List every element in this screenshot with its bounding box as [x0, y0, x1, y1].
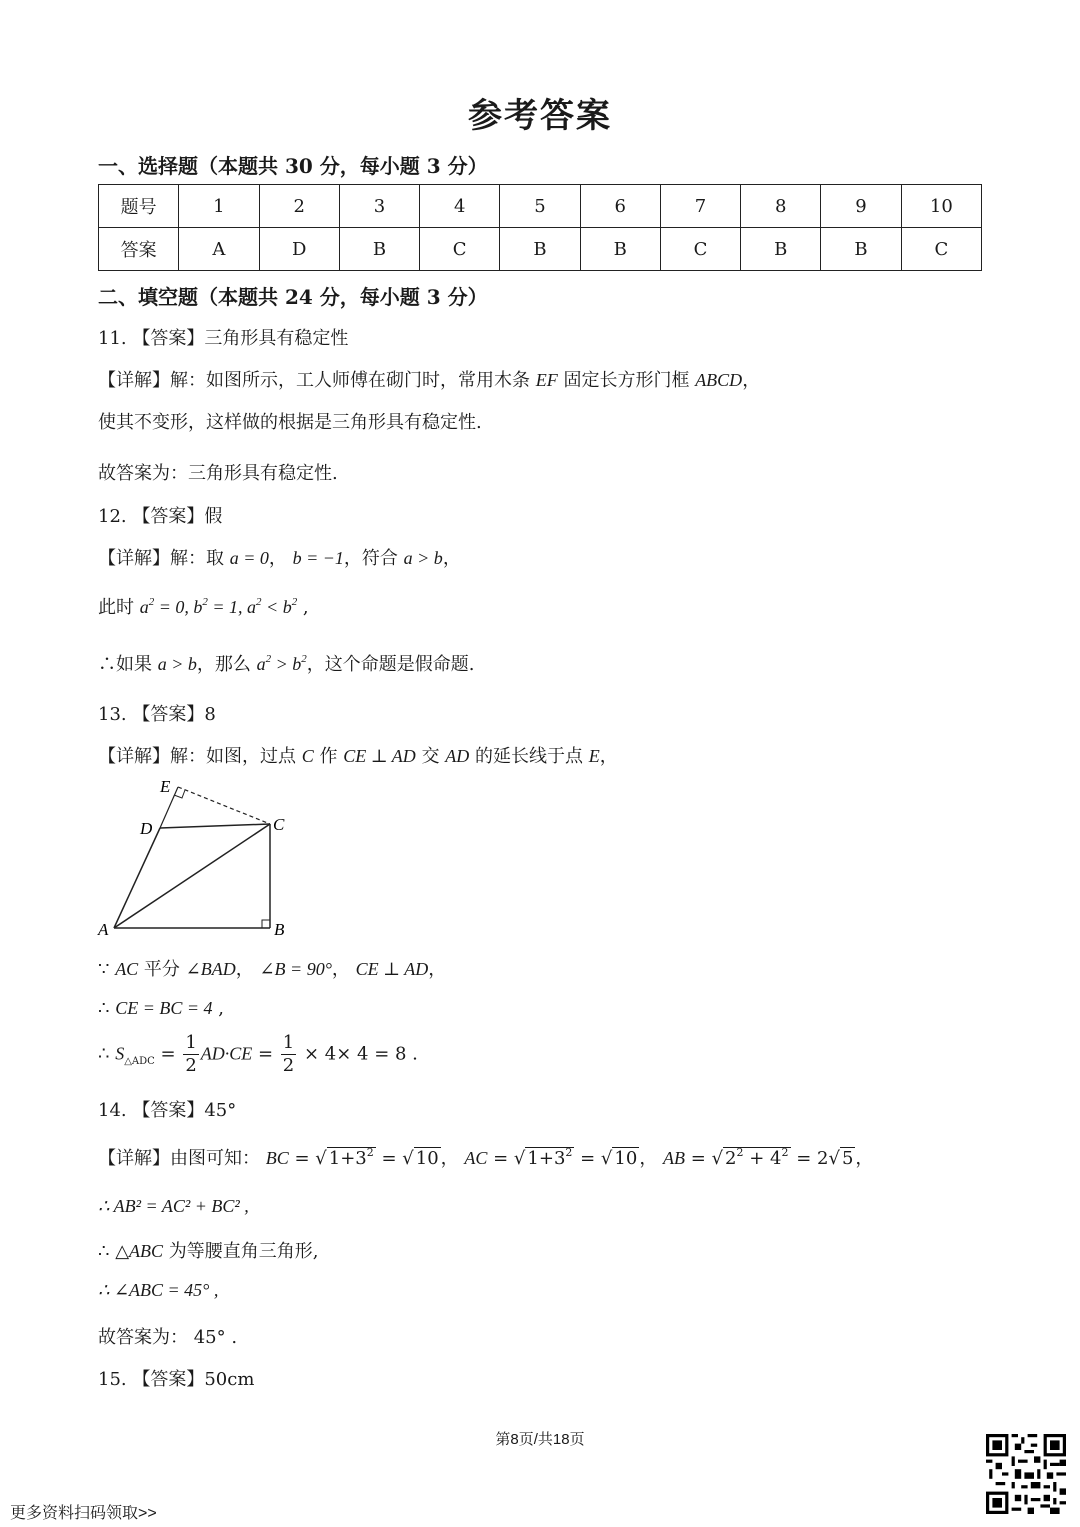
q13-s: S	[115, 1043, 125, 1064]
q13-because-mid: 平分	[138, 959, 186, 980]
qr-code-icon[interactable]	[986, 1434, 1066, 1514]
answer-cell: C	[660, 228, 740, 271]
q13-mid3: 的延长线于点	[469, 746, 589, 767]
question-number: 1	[179, 185, 259, 228]
question-number: 3	[339, 185, 419, 228]
q13-adce: AD·CE	[200, 1043, 253, 1064]
question-number: 10	[901, 185, 981, 228]
q14-line2: ∴ AB² = AC² + BC² ,	[98, 1196, 249, 1216]
q13-because-bad: ∠BAD	[185, 959, 236, 979]
fig-label-c: C	[273, 815, 285, 834]
q12-sep: ，	[268, 548, 293, 569]
q14-l3-tri: △ABC	[115, 1241, 164, 1261]
answer-cell: B	[821, 228, 901, 271]
q13-mid1: 作	[313, 746, 344, 767]
q12-agtb: a > b	[403, 548, 443, 568]
q13-therefore-sym: ∴	[98, 998, 116, 1019]
page-title: 参考答案	[468, 96, 612, 136]
q11-ef: EF	[535, 370, 558, 390]
q14-sqrt10: 10	[415, 1148, 439, 1169]
question-number: 7	[660, 185, 740, 228]
answer-cell: A	[179, 228, 259, 271]
answer-cell: B	[339, 228, 419, 271]
fig-label-d: D	[140, 819, 153, 838]
q13-therefore1: ∴ CE = BC = 4 ,	[98, 998, 224, 1019]
answer-cell: C	[901, 228, 981, 271]
q12-b: b = −1	[292, 548, 344, 568]
q14-rad3: + 4	[749, 1148, 782, 1169]
q14-line4: ∴ ∠ABC = 45° ,	[98, 1280, 219, 1300]
frac-den: 2	[185, 1055, 197, 1076]
q12-line2-prefix: 此时	[98, 597, 140, 618]
question-number: 9	[821, 185, 901, 228]
q12-detail-text: 【详解】解：取	[98, 548, 230, 569]
section-fill-heading: 二、填空题（本题共 24 分，每小题 3 分）	[98, 285, 488, 309]
fig-label-a: A	[98, 920, 109, 939]
q11-detail-end: ，	[742, 370, 761, 391]
fig-label-e: E	[160, 777, 171, 796]
q12-line3-prefix: ∴如果	[98, 654, 158, 675]
answer-table	[98, 184, 982, 271]
q13-end: ，	[599, 746, 618, 767]
question-number: 5	[500, 185, 580, 228]
q13-ce-ad: CE ⊥ AD	[343, 746, 416, 766]
q12-line3-end: ，这个命题是假命题.	[306, 654, 475, 675]
q11-conclusion: 故答案为：三角形具有稳定性.	[98, 463, 338, 484]
frac-num: 1	[185, 1032, 197, 1053]
q14-detail-text: 【详解】由图可知：	[98, 1148, 266, 1169]
answer-cell: C	[420, 228, 500, 271]
q12-line2: 此时 $a^2 = 0$, $b^2 = 1$, $a^2 < b^2$ ,	[98, 596, 309, 618]
fig-label-b: B	[274, 920, 285, 939]
q13-geometry-figure	[96, 772, 296, 942]
q13-s-sub: △ADC	[124, 1056, 155, 1068]
q13-because-ac: AC	[115, 959, 139, 979]
q14-sqrt10b: 10	[614, 1148, 638, 1169]
answer-cell: D	[259, 228, 339, 271]
q13-therefore2-sym: ∴	[98, 1043, 116, 1065]
question-number: 2	[259, 185, 339, 228]
q12-line3-agtb: a > b	[157, 654, 197, 674]
frac-den: 2	[282, 1055, 295, 1076]
q11-detail-mid: 固定长方形门框	[557, 370, 696, 391]
question-number: 6	[580, 185, 660, 228]
q13-tail: × 4× 4 = 8 .	[298, 1043, 418, 1065]
q12-a0: a = 0	[229, 548, 269, 568]
question-number: 8	[741, 185, 821, 228]
q14-l3-end: 为等腰直角三角形,	[163, 1241, 319, 1262]
page-footer: 第8页/共18页	[495, 1431, 585, 1448]
q14-ac: AC	[464, 1148, 488, 1168]
q13-ce-bc: CE = BC = 4	[115, 998, 213, 1018]
answer-cell: B	[580, 228, 660, 271]
q14-sqrt5: 5	[841, 1148, 854, 1169]
q12-detail	[98, 544, 461, 570]
q12-answer: 12. 【答案】假	[98, 506, 223, 527]
more-resources-link[interactable]: 更多资料扫码领取>>	[10, 1505, 157, 1522]
q12-line3-mid: ，那么	[196, 654, 257, 675]
q13-frac-half	[183, 1032, 198, 1077]
q13-eq2: =	[252, 1043, 279, 1065]
q11-detail-text: 【详解】解：如图所示，工人师傅在砌门时，常用木条	[98, 370, 536, 391]
q13-c: C	[301, 746, 314, 766]
frac-num: 1	[282, 1032, 295, 1053]
q13-eq: =	[154, 1043, 182, 1065]
q11-answer: 11. 【答案】三角形具有稳定性	[98, 328, 349, 349]
q13-because-b: ∠B = 90°	[259, 959, 332, 979]
q13-answer: 13. 【答案】8	[98, 704, 216, 725]
q13-frac-half2	[281, 1032, 296, 1077]
q13-because-sym: ∵	[98, 959, 116, 980]
table-row-numbers	[99, 185, 982, 228]
answer-cell: B	[741, 228, 821, 271]
q14-line5: 故答案为： 45° .	[98, 1327, 238, 1348]
q13-because: ∵ AC 平分 ∠BAD， ∠B = 90°， CE ⊥ AD，	[98, 959, 447, 980]
q13-because-cead: CE ⊥ AD	[355, 959, 429, 979]
table-answer-label: 答案	[99, 228, 179, 271]
q13-ad: AD	[445, 746, 470, 766]
q11-line2: 使其不变形，这样做的根据是三角形具有稳定性.	[98, 412, 482, 433]
q13-therefore2	[98, 1032, 418, 1077]
q14-line3	[98, 1237, 318, 1263]
q14-detail: 【详解】由图可知： BC = √ $1+3^2$ = √ 10 ， AC = √ $1+3^2$ = √ 10 ， AB = √ $2^2 + 4^2 = 2√$ 5 ，	[98, 1146, 874, 1169]
q15-answer: 15. 【答案】50cm	[98, 1369, 255, 1390]
q14-rad1b: 1+3	[527, 1148, 566, 1169]
table-row-answers	[99, 228, 982, 271]
q13-detail	[98, 742, 618, 768]
q12-fit: ，符合	[343, 548, 404, 569]
q14-rad1: 1+3	[328, 1148, 367, 1169]
q12-comma: ，	[442, 548, 461, 569]
section-choice-heading: 一、选择题（本题共 30 分，每小题 3 分）	[98, 154, 488, 178]
answer-cell: B	[500, 228, 580, 271]
q11-abcd: ABCD	[695, 370, 743, 390]
table-header-label: 题号	[99, 185, 179, 228]
q14-coef: 2	[817, 1148, 829, 1169]
q14-ab: AB	[663, 1148, 686, 1168]
q14-bc: BC	[265, 1148, 289, 1168]
q13-e: E	[588, 746, 600, 766]
q13-detail-text: 【详解】解：如图，过点	[98, 746, 302, 767]
q13-mid2: 交	[415, 746, 446, 767]
q14-answer: 14. 【答案】45°	[98, 1100, 237, 1121]
question-number: 4	[420, 185, 500, 228]
q14-l3-prefix: ∴	[98, 1241, 116, 1262]
q11-detail	[98, 366, 760, 392]
q14-rad2: 2	[725, 1148, 737, 1169]
q12-line3: ∴如果 a > b，那么 $a^2 > b^2$，这个命题是假命题.	[98, 653, 475, 675]
